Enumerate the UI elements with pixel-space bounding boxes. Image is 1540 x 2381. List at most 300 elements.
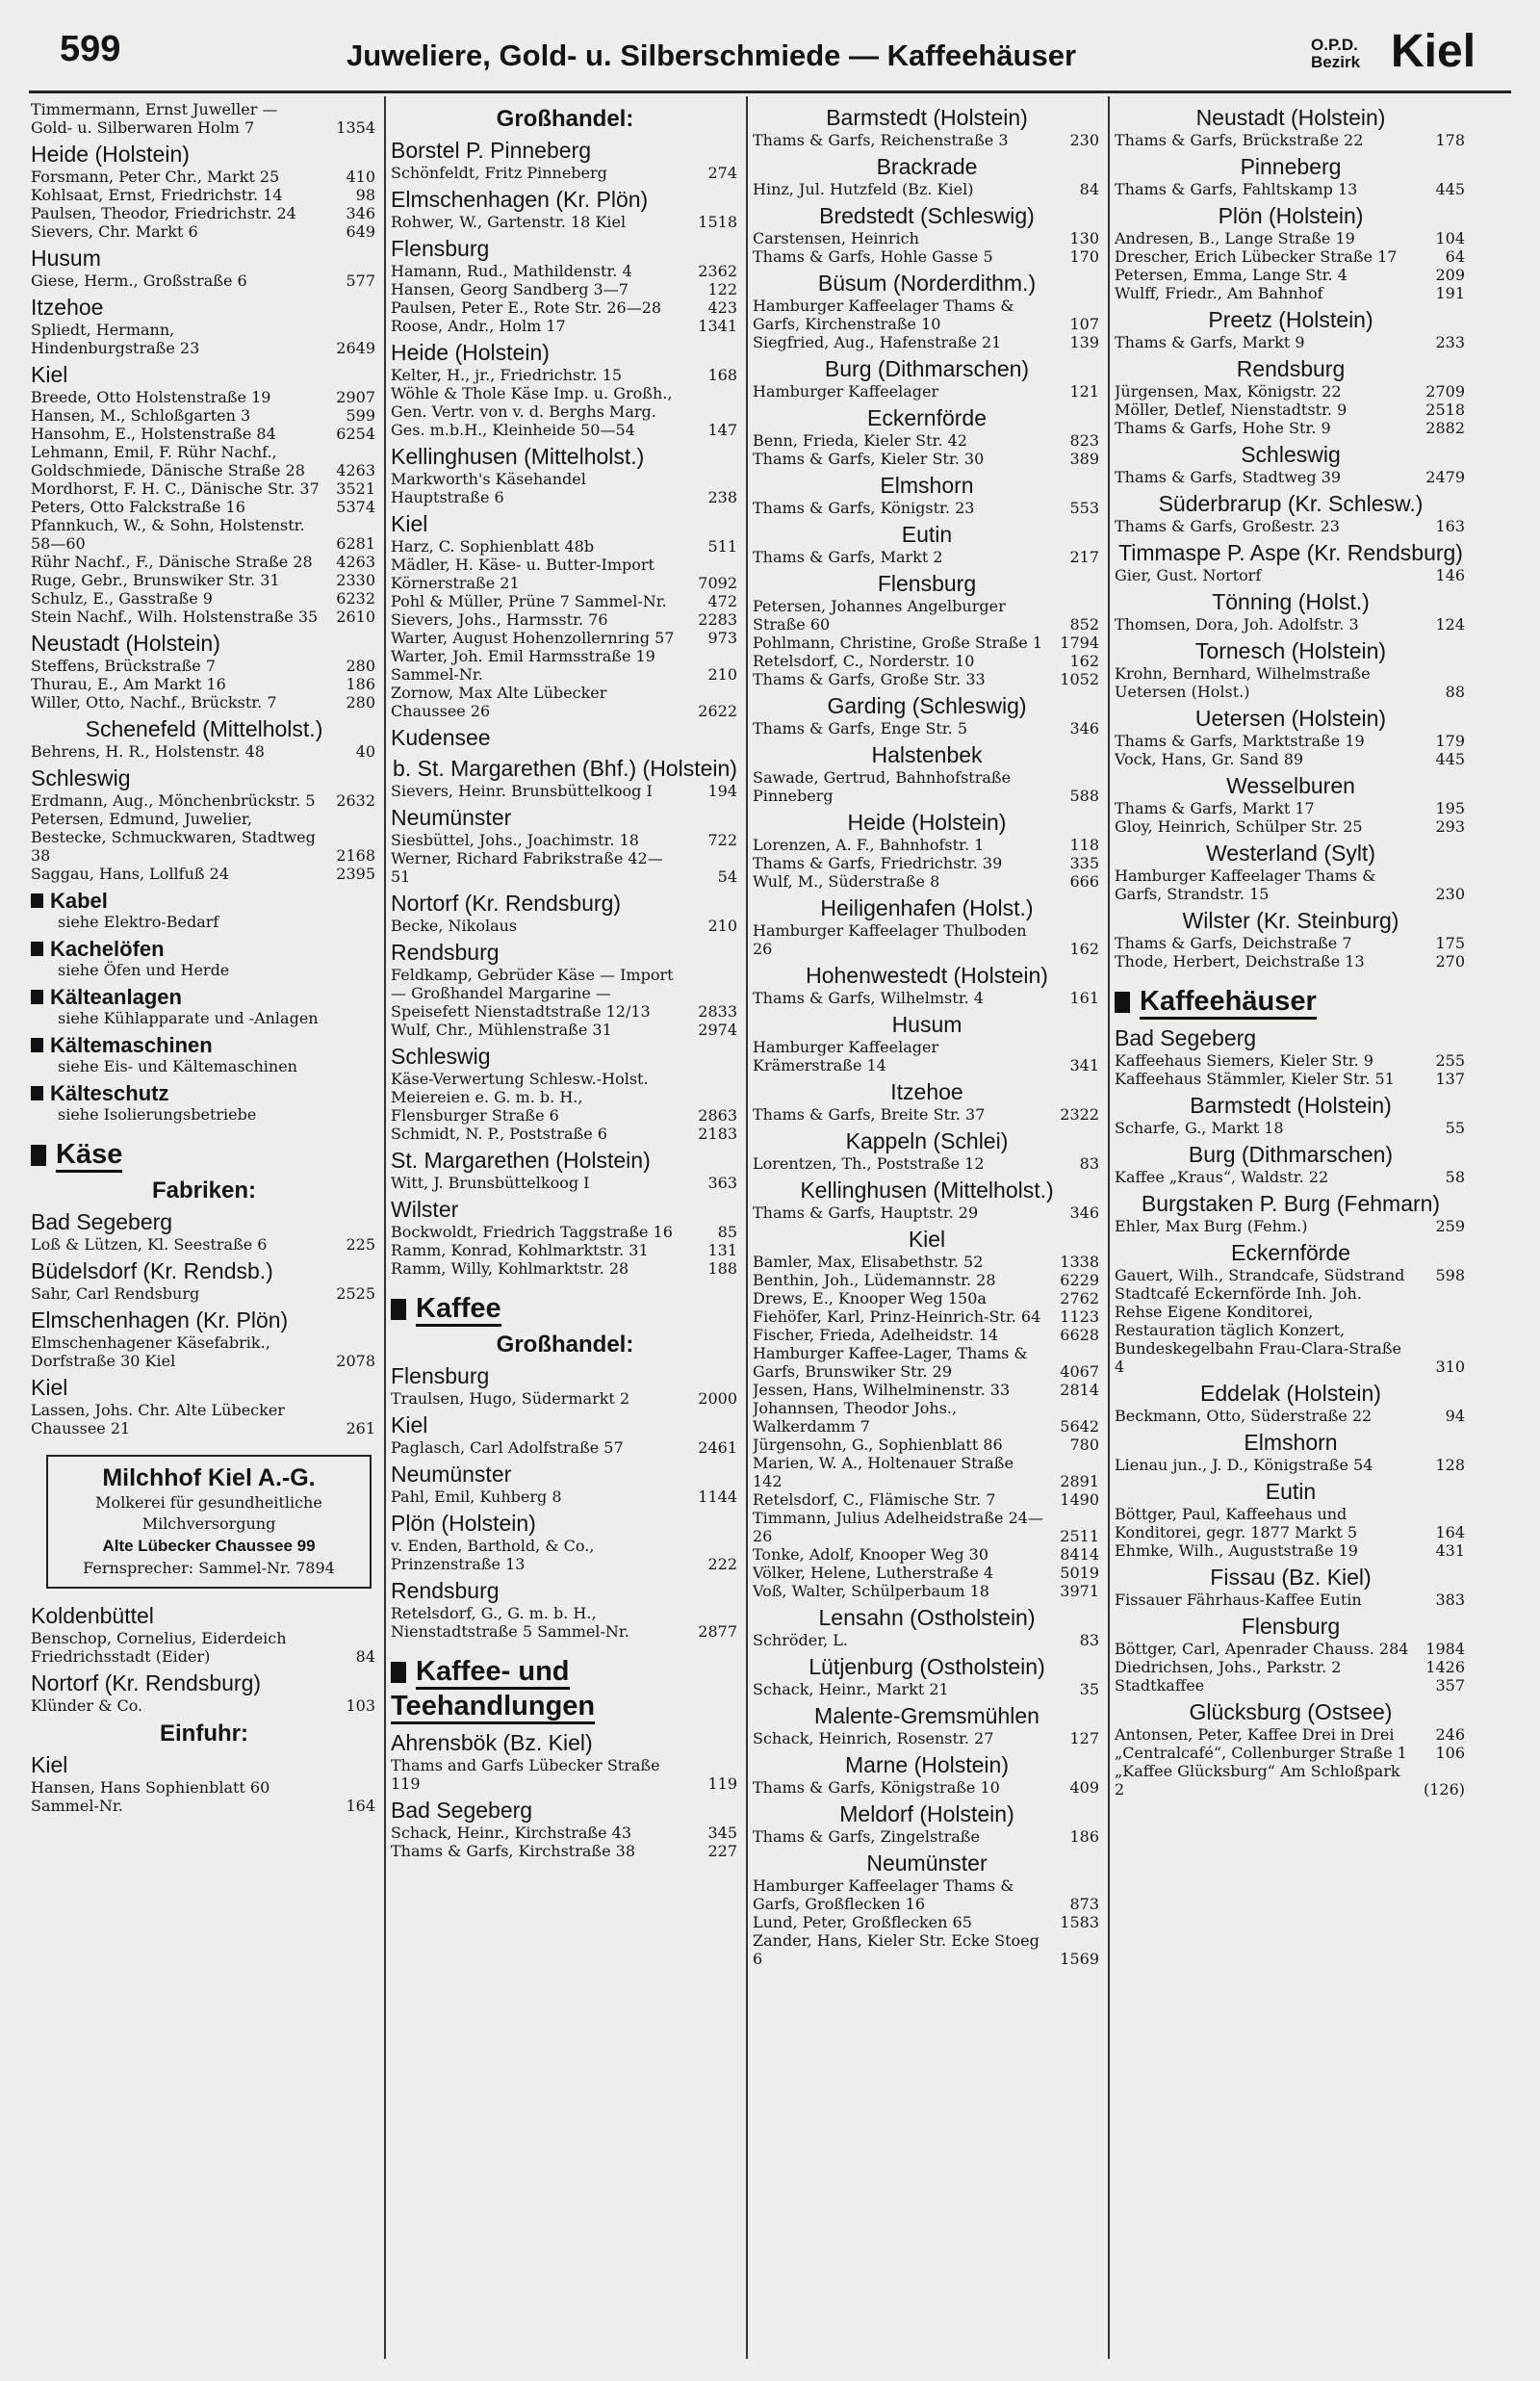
phone-number: 598 xyxy=(1435,1266,1465,1284)
bezirk-label: Bezirk xyxy=(1311,53,1361,71)
phone-number: 83 xyxy=(1079,1154,1099,1173)
phone-number: 780 xyxy=(1069,1436,1099,1454)
listing-text: Siegfried, Aug., Hafenstraße 21 xyxy=(753,333,1002,351)
listing-entry xyxy=(753,1631,1101,1649)
listing-text: Thams & Garfs, Friedrichstr. 39 xyxy=(753,854,1003,872)
place-heading: Elmschenhagen (Kr. Plön) xyxy=(31,1307,289,1333)
listing-text: Möller, Detlef, Nienstadtstr. 9 xyxy=(1115,401,1348,419)
listing-text: Hamburger Kaffeelager Thulboden 26 xyxy=(753,921,1027,958)
listing-entry xyxy=(391,849,739,886)
listing-text: Hansen, Georg Sandberg 3—7 xyxy=(391,280,629,298)
listing-text: Hamburger Kaffeelager Krämerstraße 14 xyxy=(753,1038,939,1074)
listing-entry xyxy=(1115,1640,1467,1658)
listing-text: Gloy, Heinrich, Schülper Str. 25 xyxy=(1115,817,1363,836)
listing-entry xyxy=(391,782,739,800)
listing-text: Käse-Verwertung Schlesw.-Holst. Meiereien e. G. m. b. H., Flensburger Straße 6 xyxy=(391,1070,649,1125)
listing-text: Petersen, Emma, Lange Str. 4 xyxy=(1115,266,1348,284)
phone-number: 107 xyxy=(1069,315,1099,333)
listing-text: Krohn, Bernhard, Wilhelmstraße Uetersen (Holst.) xyxy=(1115,664,1371,701)
listing-text: Sievers, Johs., Harmsstr. 76 xyxy=(391,610,608,629)
place-heading: Schleswig xyxy=(391,1044,491,1069)
place-heading: Nortorf (Kr. Rendsburg) xyxy=(31,1670,262,1695)
column-3 xyxy=(753,100,1101,2358)
listing-entry xyxy=(1115,1119,1467,1137)
listing-text: Spliedt, Hermann, Hindenburgstraße 23 xyxy=(31,321,200,357)
listing-text: „Centralcafé“, Collenburger Straße 1 xyxy=(1115,1744,1407,1762)
listing-entry xyxy=(31,791,377,810)
phone-number: 122 xyxy=(707,280,737,298)
listing-text: Drescher, Erich Lübecker Straße 17 xyxy=(1115,247,1398,266)
listing-text: Kelter, H., jr., Friedrichstr. 15 xyxy=(391,366,623,384)
place-heading: Büdelsdorf (Kr. Rendsb.) xyxy=(31,1258,273,1283)
place-heading: Nortorf (Kr. Rendsburg) xyxy=(391,891,622,916)
phone-number: 139 xyxy=(1069,333,1099,351)
phone-number: 335 xyxy=(1069,854,1099,872)
listing-text: Hamburger Kaffeelager xyxy=(753,382,939,401)
listing-text: Jürgensohn, G., Sophienblatt 86 xyxy=(753,1436,1003,1454)
listing-entry xyxy=(1115,419,1467,437)
phone-number: 58 xyxy=(1445,1168,1465,1186)
listing-entry xyxy=(753,1326,1101,1344)
ad-title: Milchhof Kiel A.-G. xyxy=(102,1464,316,1491)
phone-number: 2395 xyxy=(336,865,375,883)
section-heading-text: Kaffee- und Teehandlungen xyxy=(391,1656,595,1724)
listing-text: Werner, Richard Fabrikstraße 42—51 xyxy=(391,849,663,886)
listing-entry xyxy=(753,652,1101,670)
listing-text: Kaffeehaus Stämmler, Kieler Str. 51 xyxy=(1115,1070,1395,1088)
phone-number: 1341 xyxy=(698,317,737,335)
phone-number: 233 xyxy=(1435,333,1465,351)
ad-line: Molkerei für gesundheitliche xyxy=(95,1493,322,1512)
phone-number: 1354 xyxy=(336,118,375,137)
place-heading: Lütjenburg (Ostholstein) xyxy=(808,1654,1045,1679)
phone-number: 4263 xyxy=(336,461,375,479)
phone-number: 270 xyxy=(1435,952,1465,971)
place-heading: Neumünster xyxy=(866,1850,988,1876)
listing-text: Schmidt, N. P., Poststraße 6 xyxy=(391,1125,607,1143)
phone-number: 2877 xyxy=(698,1622,737,1641)
phone-number: 8414 xyxy=(1060,1545,1099,1564)
listing-text: Pohl & Müller, Prüne 7 Sammel-Nr. xyxy=(391,592,667,610)
listing-text: Peters, Otto Falckstraße 16 xyxy=(31,498,245,516)
phone-number: 445 xyxy=(1435,180,1465,198)
listing-text: Thams & Garfs, Hohe Str. 9 xyxy=(1115,419,1331,437)
listing-entry xyxy=(1115,1266,1467,1284)
listing-entry xyxy=(753,1509,1101,1545)
listing-entry xyxy=(31,1235,377,1254)
listing-entry xyxy=(391,610,739,629)
phone-number: 1569 xyxy=(1060,1950,1099,1968)
listing-entry xyxy=(391,917,739,935)
listing-text: Paulsen, Peter E., Rote Str. 26—28 xyxy=(391,298,662,317)
listing-text: Sievers, Heinr. Brunsbüttelkoog I xyxy=(391,782,653,800)
phone-number: 2610 xyxy=(336,608,375,626)
listing-text: Thams & Garfs, Deichstraße 7 xyxy=(1115,934,1352,952)
listing-text: Retelsdorf, C., Flämische Str. 7 xyxy=(753,1490,996,1509)
listing-entry xyxy=(391,537,739,556)
listing-text: Lassen, Johs. Chr. Alte Lübecker Chaussee 21 xyxy=(31,1401,285,1437)
phone-number: 2362 xyxy=(698,262,737,280)
place-heading: Flensburg xyxy=(391,1363,490,1388)
phone-number: 40 xyxy=(355,742,375,761)
listing-entry xyxy=(753,1289,1101,1307)
listing-entry xyxy=(753,1729,1101,1747)
listing-text: Hansen, Hans Sophienblatt 60 Sammel-Nr. xyxy=(31,1778,270,1815)
listing-text: Saggau, Hans, Lollfuß 24 xyxy=(31,865,230,883)
phone-number: 3521 xyxy=(336,479,375,498)
phone-number: 179 xyxy=(1435,732,1465,750)
phone-number: 6229 xyxy=(1060,1271,1099,1289)
listing-entry xyxy=(753,1154,1101,1173)
phone-number: 2078 xyxy=(336,1352,375,1370)
listing-text: Lorentzen, Th., Poststraße 12 xyxy=(753,1154,985,1173)
listing-text: Erdmann, Aug., Mönchenbrückstr. 5 xyxy=(31,791,316,810)
place-heading: Wilster xyxy=(391,1197,459,1222)
listing-text: Wulf, M., Süderstraße 8 xyxy=(753,872,940,891)
listing-entry xyxy=(391,592,739,610)
phone-number: 209 xyxy=(1435,266,1465,284)
listing-text: Steffens, Brückstraße 7 xyxy=(31,657,216,675)
listing-entry xyxy=(753,247,1101,266)
phone-number: 194 xyxy=(707,782,737,800)
phone-number: 178 xyxy=(1435,131,1465,149)
place-heading: Wilster (Kr. Steinburg) xyxy=(1182,908,1399,933)
listing-text: Hansen, M., Schloßgarten 3 xyxy=(31,406,251,425)
listing-text: Thode, Herbert, Deichstraße 13 xyxy=(1115,952,1365,971)
place-heading: Bad Segeberg xyxy=(1115,1025,1257,1050)
phone-number: 2518 xyxy=(1425,401,1465,419)
listing-text: Retelsdorf, C., Norderstr. 10 xyxy=(753,652,975,670)
listing-text: Timmann, Julius Adelheidstraße 24—26 xyxy=(753,1509,1043,1545)
listing-text: Kaffeehaus Siemers, Kieler Str. 9 xyxy=(1115,1051,1373,1070)
place-heading: Heide (Holstein) xyxy=(847,810,1007,835)
phone-number: 2649 xyxy=(336,339,375,357)
column-1 xyxy=(31,100,377,2358)
place-heading: Kappeln (Schlei) xyxy=(845,1128,1009,1153)
phone-number: 383 xyxy=(1435,1591,1465,1609)
place-heading: Itzehoe xyxy=(31,295,104,320)
listing-entry xyxy=(1115,615,1467,634)
listing-entry xyxy=(753,1931,1101,1968)
phone-number: 363 xyxy=(707,1174,737,1192)
place-heading: Heide (Holstein) xyxy=(31,142,190,167)
place-heading: Westerland (Sylt) xyxy=(1206,841,1375,866)
listing-entry xyxy=(391,366,739,384)
place-heading: St. Margarethen (Holstein) xyxy=(391,1148,651,1173)
phone-number: 293 xyxy=(1435,817,1465,836)
listing-entry xyxy=(391,966,739,1021)
listing-entry xyxy=(1115,1051,1467,1070)
listing-entry xyxy=(1115,229,1467,247)
listing-text: Thomsen, Dora, Joh. Adolfstr. 3 xyxy=(1115,615,1359,634)
place-heading: Malente-Gremsmühlen xyxy=(814,1703,1040,1728)
listing-text: Thams & Garfs, Kieler Str. 30 xyxy=(753,450,985,468)
listing-text: Vock, Hans, Gr. Sand 89 xyxy=(1115,750,1304,768)
phone-number: 431 xyxy=(1435,1541,1465,1560)
listing-entry xyxy=(1115,382,1467,401)
phone-number: 94 xyxy=(1445,1407,1465,1425)
phone-number: 88 xyxy=(1445,683,1465,701)
listing-entry xyxy=(1115,1541,1467,1560)
phone-number: 222 xyxy=(707,1555,737,1573)
listing-entry xyxy=(753,1038,1101,1074)
listing-text: Ehler, Max Burg (Fehm.) xyxy=(1115,1217,1308,1235)
listing-text: Ramm, Willy, Kohlmarktstr. 28 xyxy=(391,1259,629,1278)
listing-entry xyxy=(753,854,1101,872)
listing-entry xyxy=(391,213,739,231)
cross-reference: siehe Kühlapparate und -Anlagen xyxy=(58,1009,319,1027)
phone-number: 445 xyxy=(1435,750,1465,768)
listing-text: Witt, J. Brunsbüttelkoog I xyxy=(391,1174,590,1192)
listing-text: Feldkamp, Gebrüder Käse — Import — Großhandel Margarine — Speisefett Nienstadtstraße 12/13 xyxy=(391,966,674,1021)
listing-entry xyxy=(1115,1407,1467,1425)
phone-number: 230 xyxy=(1069,131,1099,149)
listing-entry xyxy=(31,1284,377,1303)
listing-text: Antonsen, Peter, Kaffee Drei in Drei xyxy=(1115,1725,1395,1744)
listing-entry xyxy=(31,553,377,571)
phone-number: 1426 xyxy=(1425,1658,1465,1676)
place-heading: Rendsburg xyxy=(1236,356,1346,381)
listing-text: v. Enden, Barthold, & Co., Prinzenstraße 13 xyxy=(391,1537,595,1573)
listing-text: Hamburger Kaffee-Lager, Thams & Garfs, Brunswiker Str. 29 xyxy=(753,1344,1028,1381)
listing-text: Zander, Hans, Kieler Str. Ecke Stoeg 6 xyxy=(753,1931,1040,1968)
listing-entry xyxy=(391,164,739,182)
listing-entry xyxy=(1115,750,1467,768)
listing-entry xyxy=(31,425,377,443)
listing-entry xyxy=(753,180,1101,198)
listing-entry xyxy=(753,836,1101,854)
place-heading: Burgstaken P. Burg (Fehmarn) xyxy=(1141,1191,1441,1216)
phone-number: 64 xyxy=(1445,247,1465,266)
phone-number: 186 xyxy=(346,675,375,693)
place-heading: Rendsburg xyxy=(391,1578,500,1603)
listing-text: Schack, Heinr., Kirchstraße 43 xyxy=(391,1824,631,1842)
phone-number: 722 xyxy=(707,831,737,849)
phone-number: 3971 xyxy=(1060,1582,1099,1600)
phone-number: 2833 xyxy=(698,1002,737,1021)
place-heading: Kiel xyxy=(31,362,68,387)
place-heading: Lensahn (Ostholstein) xyxy=(818,1605,1036,1630)
listing-entry xyxy=(391,684,739,720)
place-heading: Kellinghusen (Mittelholst.) xyxy=(800,1178,1054,1203)
place-heading: Neumünster xyxy=(391,805,512,830)
listing-entry xyxy=(1115,732,1467,750)
phone-number: 4263 xyxy=(336,553,375,571)
phone-number: 5374 xyxy=(336,498,375,516)
listing-text: Hansohm, E., Holstenstraße 84 xyxy=(31,425,276,443)
listing-entry xyxy=(31,479,377,498)
listing-entry xyxy=(391,629,739,647)
listing-text: Schack, Heinrich, Rosenstr. 27 xyxy=(753,1729,994,1747)
listing-text: Behrens, H. R., Holstenstr. 48 xyxy=(31,742,265,761)
phone-number: 357 xyxy=(1435,1676,1465,1695)
listing-text: Bockwoldt, Friedrich Taggstraße 16 xyxy=(391,1223,673,1241)
phone-number: 511 xyxy=(707,537,737,556)
listing-entry xyxy=(753,499,1101,517)
listing-entry xyxy=(753,719,1101,738)
cross-reference: siehe Eis- und Kältemaschinen xyxy=(58,1057,297,1075)
phone-number: 310 xyxy=(1435,1358,1465,1376)
place-heading: Husum xyxy=(31,246,101,271)
listing-entry xyxy=(753,1381,1101,1399)
listing-entry xyxy=(31,1778,377,1815)
place-heading: Preetz (Holstein) xyxy=(1208,307,1373,332)
phone-number: 147 xyxy=(707,421,737,439)
listing-entry xyxy=(753,1203,1101,1222)
place-heading: Kiel xyxy=(31,1752,68,1777)
phone-number: 973 xyxy=(707,629,737,647)
phone-number: 280 xyxy=(346,657,375,675)
place-heading: Schleswig xyxy=(1241,442,1341,467)
listing-text: Scharfe, G., Markt 18 xyxy=(1115,1119,1284,1137)
phone-number: 2882 xyxy=(1425,419,1465,437)
listing-entry xyxy=(1115,180,1467,198)
listing-entry xyxy=(391,556,739,592)
phone-number: 2709 xyxy=(1425,382,1465,401)
phone-number: 255 xyxy=(1435,1051,1465,1070)
listing-text: Thams and Garfs Lübecker Straße 119 xyxy=(391,1756,660,1793)
phone-number: 162 xyxy=(1069,652,1099,670)
listing-text: Schröder, L. xyxy=(753,1631,848,1649)
listing-entry xyxy=(391,1174,739,1192)
place-heading: Rendsburg xyxy=(391,940,500,965)
phone-number: 2632 xyxy=(336,791,375,810)
listing-entry xyxy=(391,262,739,280)
listing-text: Kohlsaat, Ernst, Friedrichstr. 14 xyxy=(31,186,283,204)
column-2 xyxy=(391,100,739,2358)
listing-entry xyxy=(31,742,377,761)
phone-number: 7092 xyxy=(698,574,737,592)
listing-text: Diedrichsen, Johs., Parkstr. 2 xyxy=(1115,1658,1342,1676)
listing-text: Stadtcafé Eckernförde Inh. Joh. Rehse Eigene Konditorei, Restauration täglich Konzert, Bundeskegelbahn Frau-Clara-Straße 4 xyxy=(1115,1284,1401,1376)
place-heading: Kiel xyxy=(908,1227,946,1252)
phone-number: 666 xyxy=(1069,872,1099,891)
listing-entry xyxy=(753,872,1101,891)
phone-number: 599 xyxy=(346,406,375,425)
phone-number: 5019 xyxy=(1060,1564,1099,1582)
listing-text: Warter, August Hohenzollernring 57 xyxy=(391,629,675,647)
place-heading: Ahrensbök (Bz. Kiel) xyxy=(391,1730,593,1755)
phone-number: 191 xyxy=(1435,284,1465,302)
listing-text: Siesbüttel, Johs., Joachimstr. 18 xyxy=(391,831,639,849)
phone-number: 119 xyxy=(707,1774,737,1793)
phone-number: 274 xyxy=(707,164,737,182)
phone-number: 131 xyxy=(707,1241,737,1259)
listing-text: Tonke, Adolf, Knooper Weg 30 xyxy=(753,1545,989,1564)
listing-entry xyxy=(31,186,377,204)
listing-text: Thams & Garfs, Breite Str. 37 xyxy=(753,1105,986,1124)
phone-number: 84 xyxy=(1079,180,1099,198)
place-heading: Flensburg xyxy=(1241,1614,1341,1639)
listing-entry xyxy=(391,1223,739,1241)
listing-text: Sahr, Carl Rendsburg xyxy=(31,1284,200,1303)
section-heading-text: Kaffee xyxy=(416,1293,501,1327)
place-heading: Wesselburen xyxy=(1226,773,1355,798)
listing-entry xyxy=(753,1399,1101,1436)
place-heading: Heiligenhafen (Holst.) xyxy=(820,895,1034,920)
listing-text: Lorenzen, A. F., Bahnhofstr. 1 xyxy=(753,836,985,854)
listing-entry xyxy=(31,1401,377,1437)
place-heading: Bad Segeberg xyxy=(391,1798,533,1823)
listing-text: Paglasch, Carl Adolfstraße 57 xyxy=(391,1438,624,1457)
phone-number: 146 xyxy=(1435,566,1465,584)
listing-text: Bamler, Max, Elisabethstr. 52 xyxy=(753,1253,984,1271)
listing-entry xyxy=(753,131,1101,149)
listing-text: Fissauer Fährhaus-Kaffee Eutin xyxy=(1115,1591,1362,1609)
listing-entry xyxy=(1115,1725,1467,1744)
phone-number: 35 xyxy=(1079,1680,1099,1698)
phone-number: 162 xyxy=(1069,940,1099,958)
listing-text: Wulf, Chr., Mühlenstraße 31 xyxy=(391,1021,612,1039)
phone-number: 195 xyxy=(1435,799,1465,817)
phone-number: 98 xyxy=(355,186,375,204)
listing-entry xyxy=(753,768,1101,805)
listing-text: Völker, Helene, Lutherstraße 4 xyxy=(753,1564,994,1582)
category-heading: Kälteschutz xyxy=(31,1081,377,1106)
listing-entry xyxy=(753,229,1101,247)
listing-text: Thams & Garfs, Markt 2 xyxy=(753,548,943,566)
phone-number: 346 xyxy=(1069,1203,1099,1222)
listing-entry xyxy=(1115,1676,1467,1695)
phone-number: 161 xyxy=(1069,989,1099,1007)
place-heading: Schenefeld (Mittelholst.) xyxy=(85,716,323,741)
ad-phone: Fernsprecher: Sammel-Nr. 7894 xyxy=(83,1559,335,1577)
listing-entry xyxy=(391,1537,739,1573)
listing-text: Warter, Joh. Emil Harmsstraße 19 Sammel-Nr. xyxy=(391,647,655,684)
phone-number: 225 xyxy=(346,1235,375,1254)
listing-text: Böttger, Carl, Apenrader Chauss. 284 xyxy=(1115,1640,1409,1658)
place-heading: Garding (Schleswig) xyxy=(827,693,1027,718)
phone-number: 103 xyxy=(346,1696,375,1715)
place-heading: Bad Segeberg xyxy=(31,1209,173,1234)
listing-entry xyxy=(31,406,377,425)
listing-text: Harz, C. Sophienblatt 48b xyxy=(391,537,595,556)
section-heading xyxy=(391,1291,739,1326)
cross-reference: siehe Elektro-Bedarf xyxy=(58,913,219,931)
place-heading: Hohenwestedt (Holstein) xyxy=(806,963,1048,988)
listing-entry xyxy=(391,384,739,439)
listing-text: Rohwer, W., Gartenstr. 18 Kiel xyxy=(391,213,627,231)
cross-reference: siehe Öfen und Herde xyxy=(58,961,230,979)
listing-entry xyxy=(1115,1744,1467,1762)
column-divider xyxy=(1108,96,1110,2359)
place-heading: Timmaspe P. Aspe (Kr. Rendsburg) xyxy=(1118,540,1463,565)
phone-number: 85 xyxy=(717,1223,737,1241)
listing-text: Thams & Garfs, Markt 9 xyxy=(1115,333,1305,351)
listing-entry xyxy=(753,1490,1101,1509)
listing-entry xyxy=(753,597,1101,634)
subsection-heading: Fabriken: xyxy=(151,1178,257,1203)
listing-text: Schönfeldt, Fritz Pinneberg xyxy=(391,164,607,182)
listing-text: Lienau jun., J. D., Königstraße 54 xyxy=(1115,1456,1373,1474)
category-heading: Kabel xyxy=(31,889,377,914)
listing-entry xyxy=(1115,1505,1467,1541)
listing-text: Klünder & Co. xyxy=(31,1696,143,1715)
listing-text: Fischer, Frieda, Adelheidstr. 14 xyxy=(753,1326,999,1344)
listing-entry xyxy=(1115,517,1467,535)
phone-number: 84 xyxy=(355,1647,375,1666)
phone-number: 118 xyxy=(1069,836,1099,854)
listing-text: Gier, Gust. Nortorf xyxy=(1115,566,1262,584)
listing-entry xyxy=(1115,1658,1467,1676)
listing-entry xyxy=(1115,1284,1467,1376)
phone-number: 1984 xyxy=(1425,1640,1465,1658)
listing-text: Lund, Peter, Großflecken 65 xyxy=(753,1913,972,1931)
listing-text: Thams & Garfs, Reichenstraße 3 xyxy=(753,131,1009,149)
phone-number: 2814 xyxy=(1060,1381,1099,1399)
listing-entry xyxy=(31,321,377,357)
listing-entry xyxy=(1115,952,1467,971)
